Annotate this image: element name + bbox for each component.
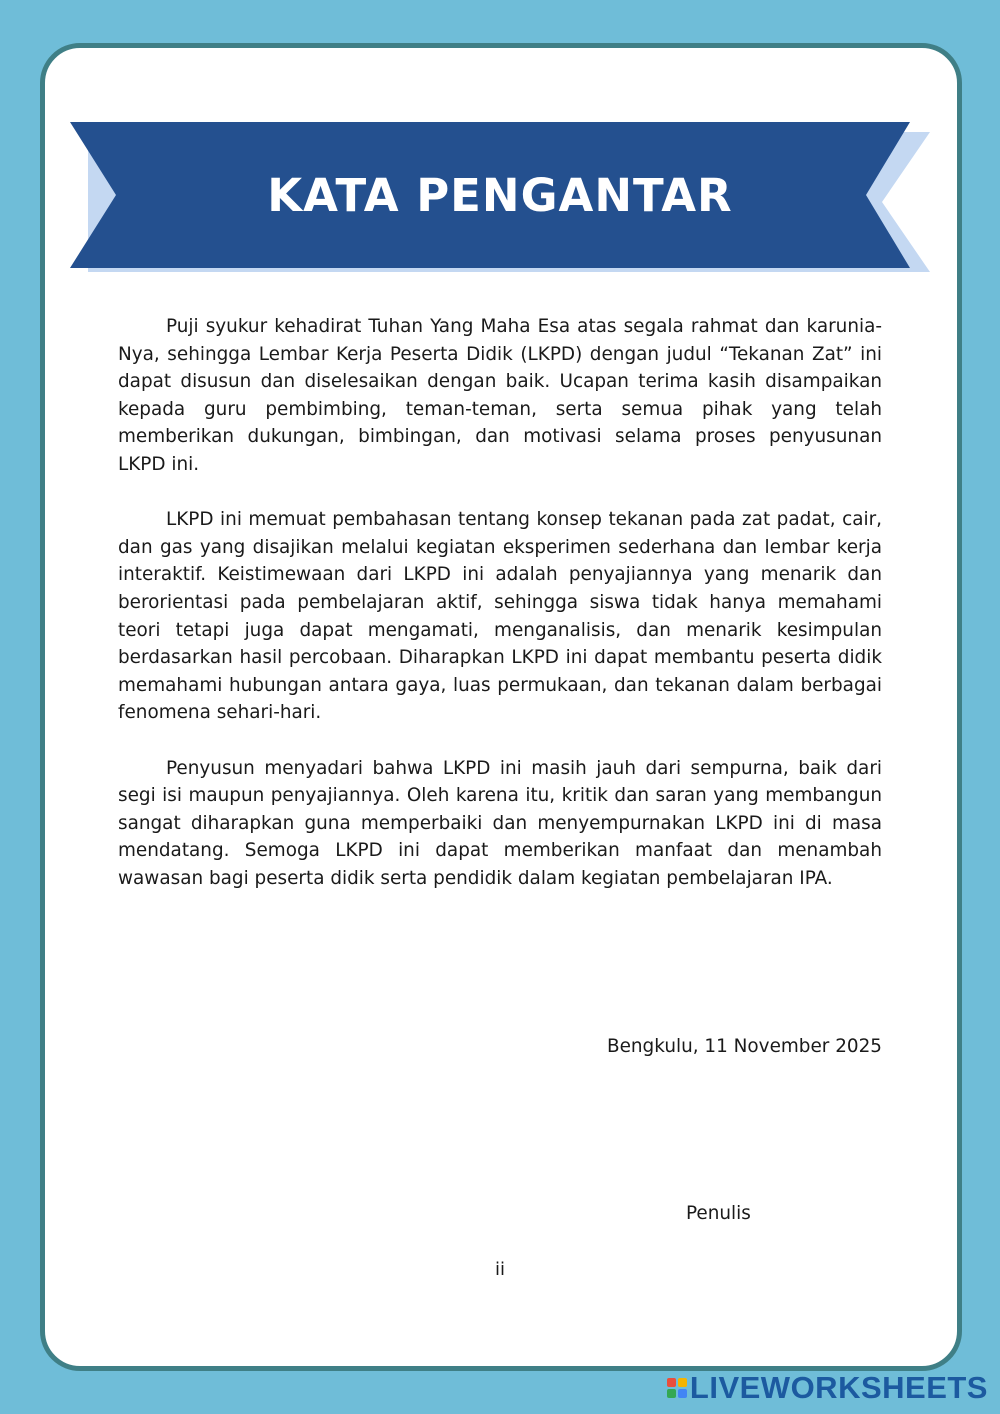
watermark-text: LIVEWORKSHEETS — [689, 1370, 988, 1405]
author-signature: Penulis — [686, 1203, 751, 1224]
liveworksheets-watermark[interactable] — [667, 1370, 988, 1406]
paragraph: LKPD ini memuat pembahasan tentang konsep tekanan pada zat padat, cair, dan gas yang disajikan melalui kegiatan eksperimen sederhana dan lembar kerja interaktif. Keistimewaan dari LKPD ini adalah penyajiannya yang menarik dan berorientasi pada pembelajaran aktif, sehingga siswa tidak hanya memahami teori tetapi juga dapat mengamati, menganalisis, dan menarik kesimpulan berdasarkan hasil percobaan. Diharapkan LKPD ini dapat membantu peserta didik memahami hubungan antara gaya, luas permukaan, dan tekanan dalam berbagai fenomena sehari-hari. — [118, 509, 882, 724]
preface-body — [118, 313, 882, 920]
page-title: KATA PENGANTAR — [267, 168, 733, 222]
title-banner — [70, 122, 930, 274]
place-date: Bengkulu, 11 November 2025 — [606, 1036, 882, 1057]
liveworksheets-logo-icon — [667, 1378, 687, 1398]
page-number: ii — [494, 1259, 505, 1280]
paragraph: Puji syukur kehadirat Tuhan Yang Maha Esa atas segala rahmat dan karunia-Nya, sehingga Lembar Kerja Peserta Didik (LKPD) dengan judul “Tekanan Zat” ini dapat disusun dan diselesaikan dengan baik. Ucapan terima kasih disampaikan kepada guru pembimbing, teman-teman, serta semua pihak yang telah memberikan dukungan, bimbingan, dan motivasi selama proses penyusunan LKPD ini. — [118, 316, 882, 475]
paragraph: Penyusun menyadari bahwa LKPD ini masih jauh dari sempurna, baik dari segi isi maupun penyajiannya. Oleh karena itu, kritik dan saran yang membangun sangat diharapkan guna memperbaiki dan menyempurnakan LKPD ini di masa mendatang. Semoga LKPD ini dapat memberikan manfaat dan menambah wawasan bagi peserta didik serta pendidik dalam kegiatan pembelajaran IPA. — [118, 757, 882, 889]
